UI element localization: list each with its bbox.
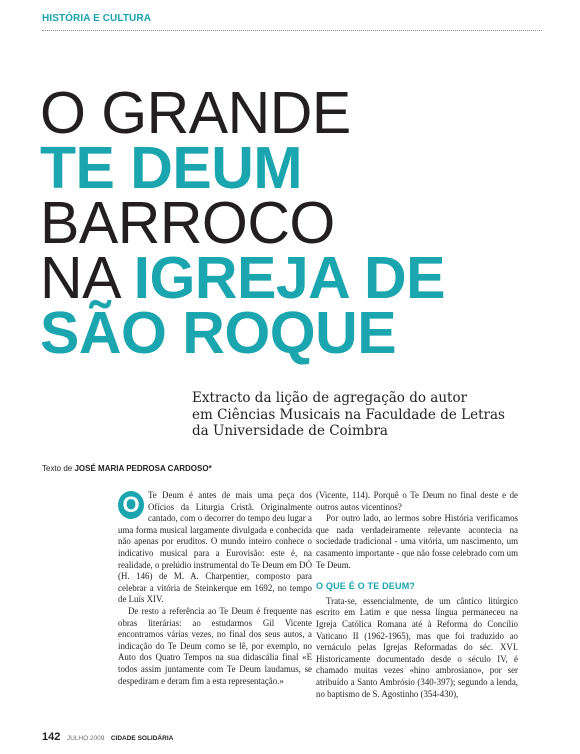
top-divider: [42, 30, 542, 31]
article-column-2: [316, 490, 518, 700]
paragraph: [118, 490, 312, 606]
headline: [40, 80, 560, 366]
article-column-1: [118, 490, 312, 687]
headline-line-3: BARROCO: [40, 190, 335, 256]
headline-line-1: O GRANDE: [40, 80, 351, 146]
headline-line-4-teal: IGREJA DE: [133, 245, 445, 311]
dropcap: O: [118, 491, 144, 519]
headline-line-4-dark: NA: [40, 245, 118, 311]
page-number: 142: [42, 731, 61, 743]
byline: [42, 464, 212, 473]
magazine-name: CIDADE SOLIDÁRIA: [110, 735, 174, 742]
paragraph-text: Te Deum é antes de mais uma peça dos Ofícios da Liturgia Cristã. Originalmente cantado, com o decorrer do tempo deu lugar a uma forma musical largamente divulgada e conhecida não apenas por eruditos. O mundo inteiro conhece o indicativo musical para a Eurovisão: este é, na realidade, o prelúdio instrumental do Te Deum em DÓ (H. 146) de M. A. Charpentier, composto para celebrar a vitória de Steinkerque em 1692, no tempo de Luís XIV.: [118, 490, 312, 605]
section-subheading: O QUE É O TE DEUM?: [316, 581, 416, 592]
subtitle-line: da Universidade de Coimbra: [192, 423, 388, 439]
paragraph: (Vicente, 114). Porquê o Te Deum no final deste e de outros autos vicentinos?: [316, 490, 518, 512]
paragraph: Por outro lado, ao lermos sobre História verificamos que nada verdadeiramente relevante acontecia na sociedade tradicional - uma vitória, um nascimento, um casamento importante - que não fosse celebrado com um Te Deum.: [316, 513, 518, 570]
paragraph: De resto a referência ao Te Deum é frequente nas obras literárias: ao estudarmos Gil Vicente encontramos várias vezes, no final dos seus autos, a indicação do Te Deum como se lê, por exemplo, no Auto dos Quatro Tempos na sua didascália final «E todos assim juntamente com Te Deum laudamus, se despediram e deram fim a esta representação.»: [118, 605, 312, 686]
byline-author: JOSÉ MARIA PEDROSA CARDOSO*: [74, 464, 212, 473]
headline-line-4: [40, 245, 560, 311]
headline-line-2: TE DEUM: [40, 135, 302, 201]
paragraph: Trata-se, essencialmente, de um cântico litúrgico escrito em Latim e que nessa língua permaneceu na Igreja Católica Romana até à Reforma do Concílio Vaticano II (1962-1965), mas que foi traduzido ao vernáculo pelas Igrejas Reformadas do séc. XVI. Historicamente documentado desde o século IV, é chamado muitas vezes «hino ambrosiano», por ser atribuído a Santo Ambrósio (340-397); segundo a lenda, no baptismo de S. Agostinho (354-430),: [316, 595, 518, 699]
headline-line-5: SÃO ROQUE: [40, 300, 397, 366]
subtitle: [192, 390, 552, 440]
subtitle-line: em Ciências Musicais na Faculdade de Letras: [192, 406, 505, 423]
page-footer: [42, 727, 173, 745]
issue-date: JULHO 2009: [66, 735, 105, 742]
byline-prefix: Texto de: [42, 464, 73, 473]
subtitle-line: Extracto da lição de agregação do autor: [192, 390, 468, 406]
section-label: HISTÓRIA E CULTURA: [42, 13, 152, 24]
